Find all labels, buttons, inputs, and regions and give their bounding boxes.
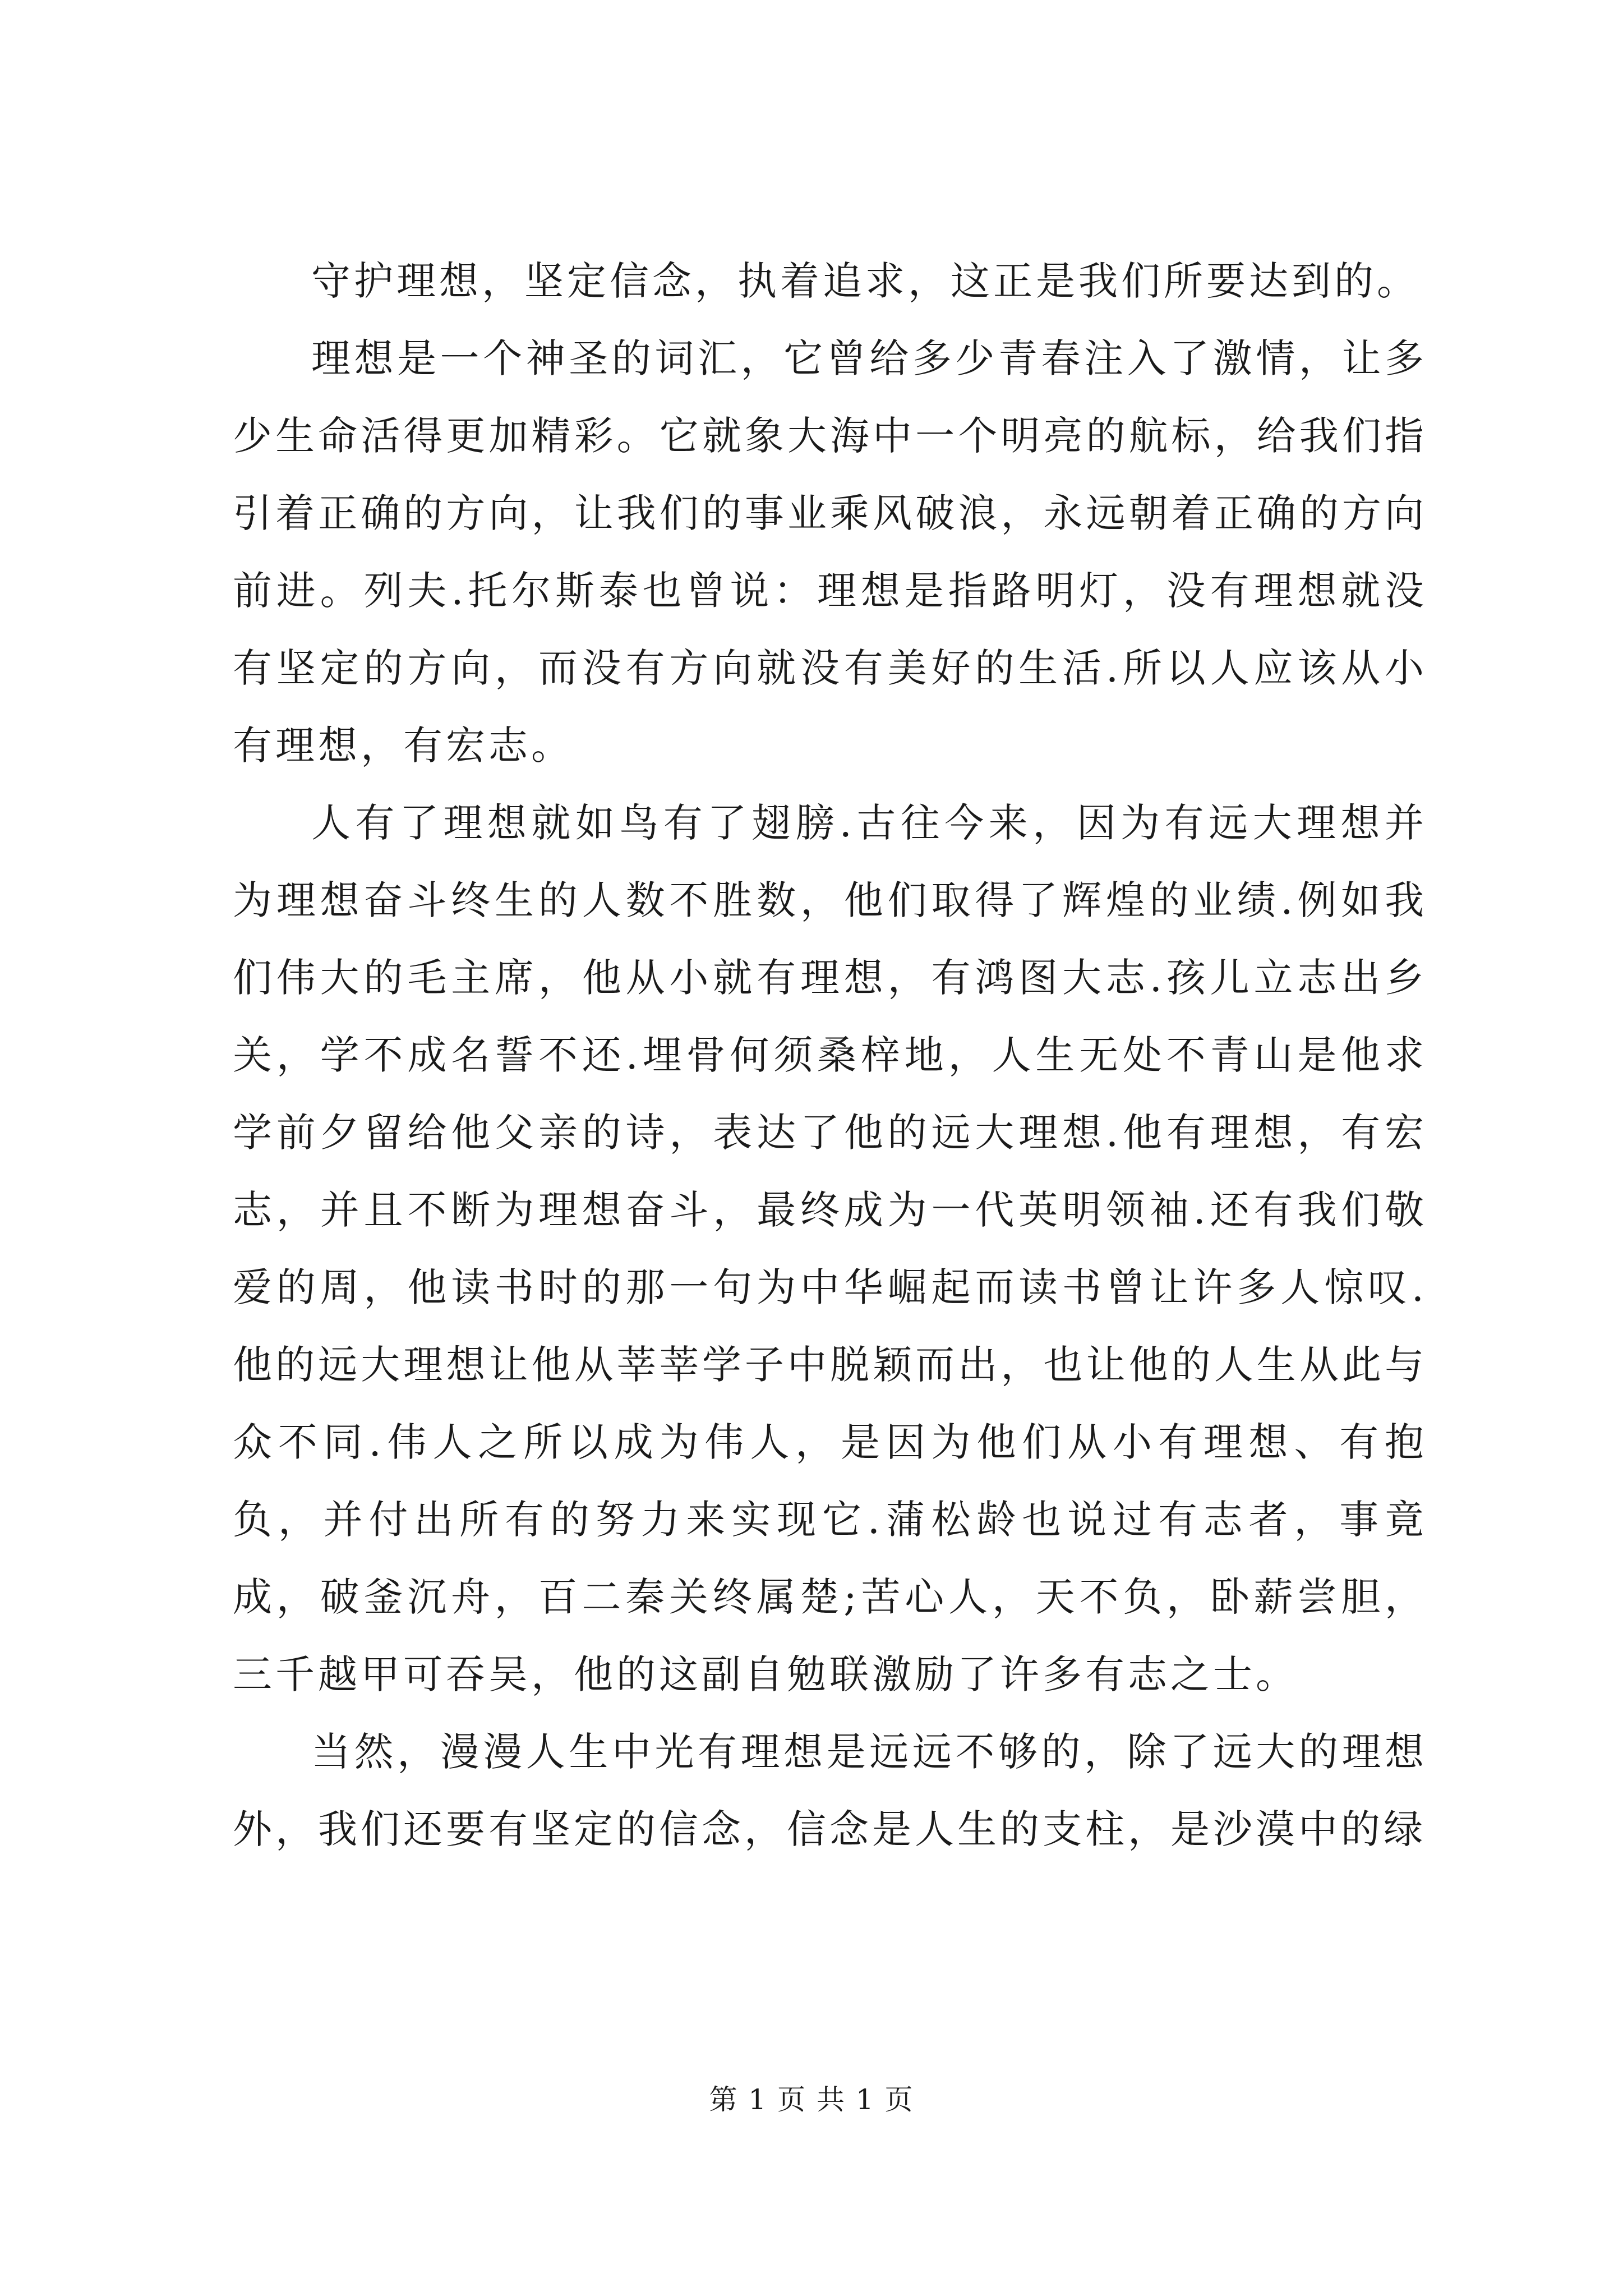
paragraph-4: 当然，漫漫人生中光有理想是远远不够的，除了远大的理想外，我们还要有坚定的信念，信念是人生的支柱，是沙漠中的绿 [233,1729,1427,1852]
paragraph-1: 守护理想，坚定信念，执着追求，这正是我们所要达到的。 [311,258,1419,304]
document-body [233,242,1427,1868]
paragraph-2: 理想是一个神圣的词汇，它曾给多少青春注入了激情，让多少生命活得更加精彩。它就象大海中一个明亮的航标，给我们指引着正确的方向，让我们的事业乘风破浪，永远朝着正确的方向前进。列夫.托尔斯泰也曾说：理想是指路明灯，没有理想就没有坚定的方向，而没有方向就没有美好的生活.所以人应该从小有理想，有宏志。 [233,335,1427,769]
paragraph-3: 人有了理想就如鸟有了翅膀.古往今来，因为有远大理想并为理想奋斗终生的人数不胜数，他们取得了辉煌的业绩.例如我们伟大的毛主席，他从小就有理想，有鸿图大志.孩儿立志出乡关，学不成名誓不还.埋骨何须桑梓地，人生无处不青山是他求学前夕留给他父亲的诗，表达了他的远大理想.他有理想，有宏志，并且不断为理想奋斗，最终成为一代英明领袖.还有我们敬爱的周，他读书时的那一句为中华崛起而读书曾让许多人惊叹.他的远大理想让他从莘莘学子中脱颖而出，也让他的人生从此与众不同.伟人之所以成为伟人，是因为他们从小有理想、有抱负，并付出所有的努力来实现它.蒲松龄也说过有志者，事竟成，破釜沉舟，百二秦关终属楚;苦心人，天不负，卧薪尝胆，三千越甲可吞吴，他的这副自勉联激励了许多有志之士。 [233,800,1427,1697]
page-footer: 第 1 页 共 1 页 [709,2083,914,2116]
